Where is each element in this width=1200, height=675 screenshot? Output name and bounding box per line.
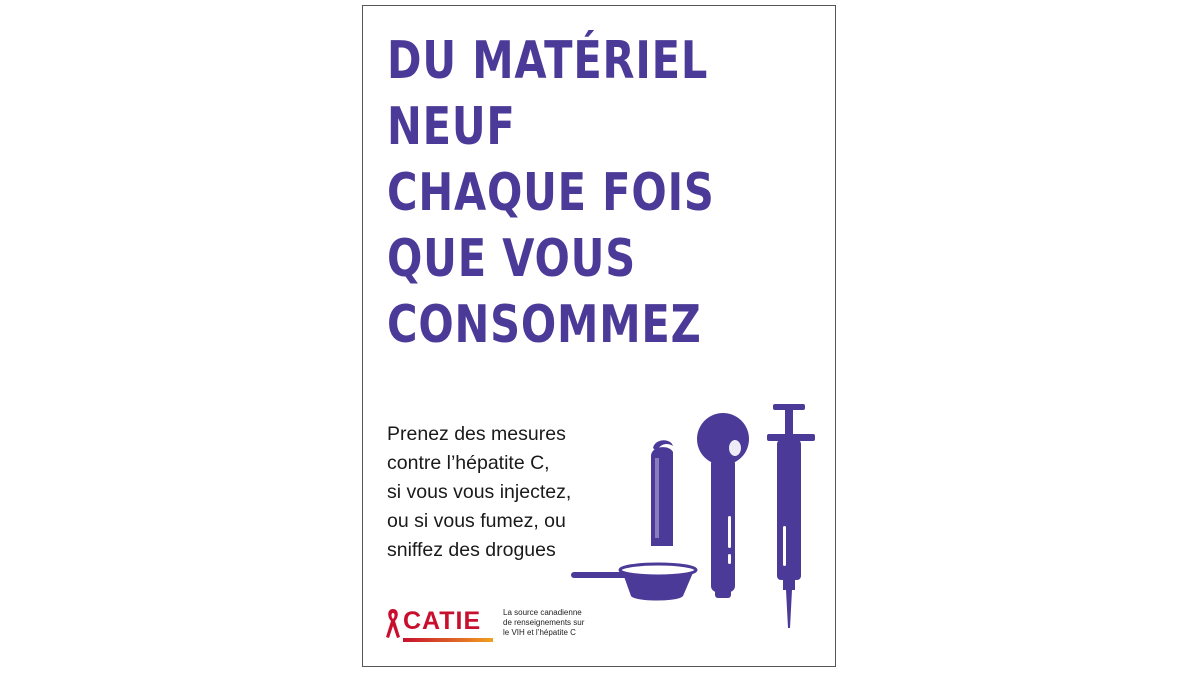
subtext-line: ou si vous fumez, ou	[387, 510, 566, 532]
subtext-line: Prenez des mesures	[387, 423, 566, 445]
syringe-icon	[767, 404, 815, 628]
subtext-line: sniffez des drogues	[387, 539, 556, 561]
headline	[387, 28, 715, 358]
tagline-line: de renseignements sur	[503, 618, 585, 627]
headline-line: NEUF	[387, 97, 516, 157]
headline-line: CONSOMMEZ	[387, 295, 702, 355]
subtext-line: contre l’hépatite C,	[387, 452, 550, 474]
subtext-line: si vous vous injectez,	[387, 481, 572, 503]
pipe-icon	[697, 413, 749, 598]
headline-line: CHAQUE FOIS	[387, 163, 715, 223]
tagline-line: La source canadienne	[503, 608, 582, 617]
cooker-spoon-icon	[571, 564, 696, 601]
logo-tagline	[503, 608, 584, 638]
catie-wordmark: CATIE	[403, 607, 482, 635]
red-ribbon-icon	[385, 607, 401, 639]
headline-line: DU MATÉRIEL	[387, 31, 709, 91]
drug-equipment-illustration	[563, 396, 823, 631]
rolled-paper-straw-icon	[651, 440, 673, 546]
catie-logo	[385, 606, 605, 646]
poster	[362, 5, 836, 667]
headline-line: QUE VOUS	[387, 229, 637, 289]
subtext	[387, 420, 571, 565]
logo-underline-bar	[403, 638, 493, 642]
tagline-line: le VIH et l’hépatite C	[503, 628, 576, 637]
